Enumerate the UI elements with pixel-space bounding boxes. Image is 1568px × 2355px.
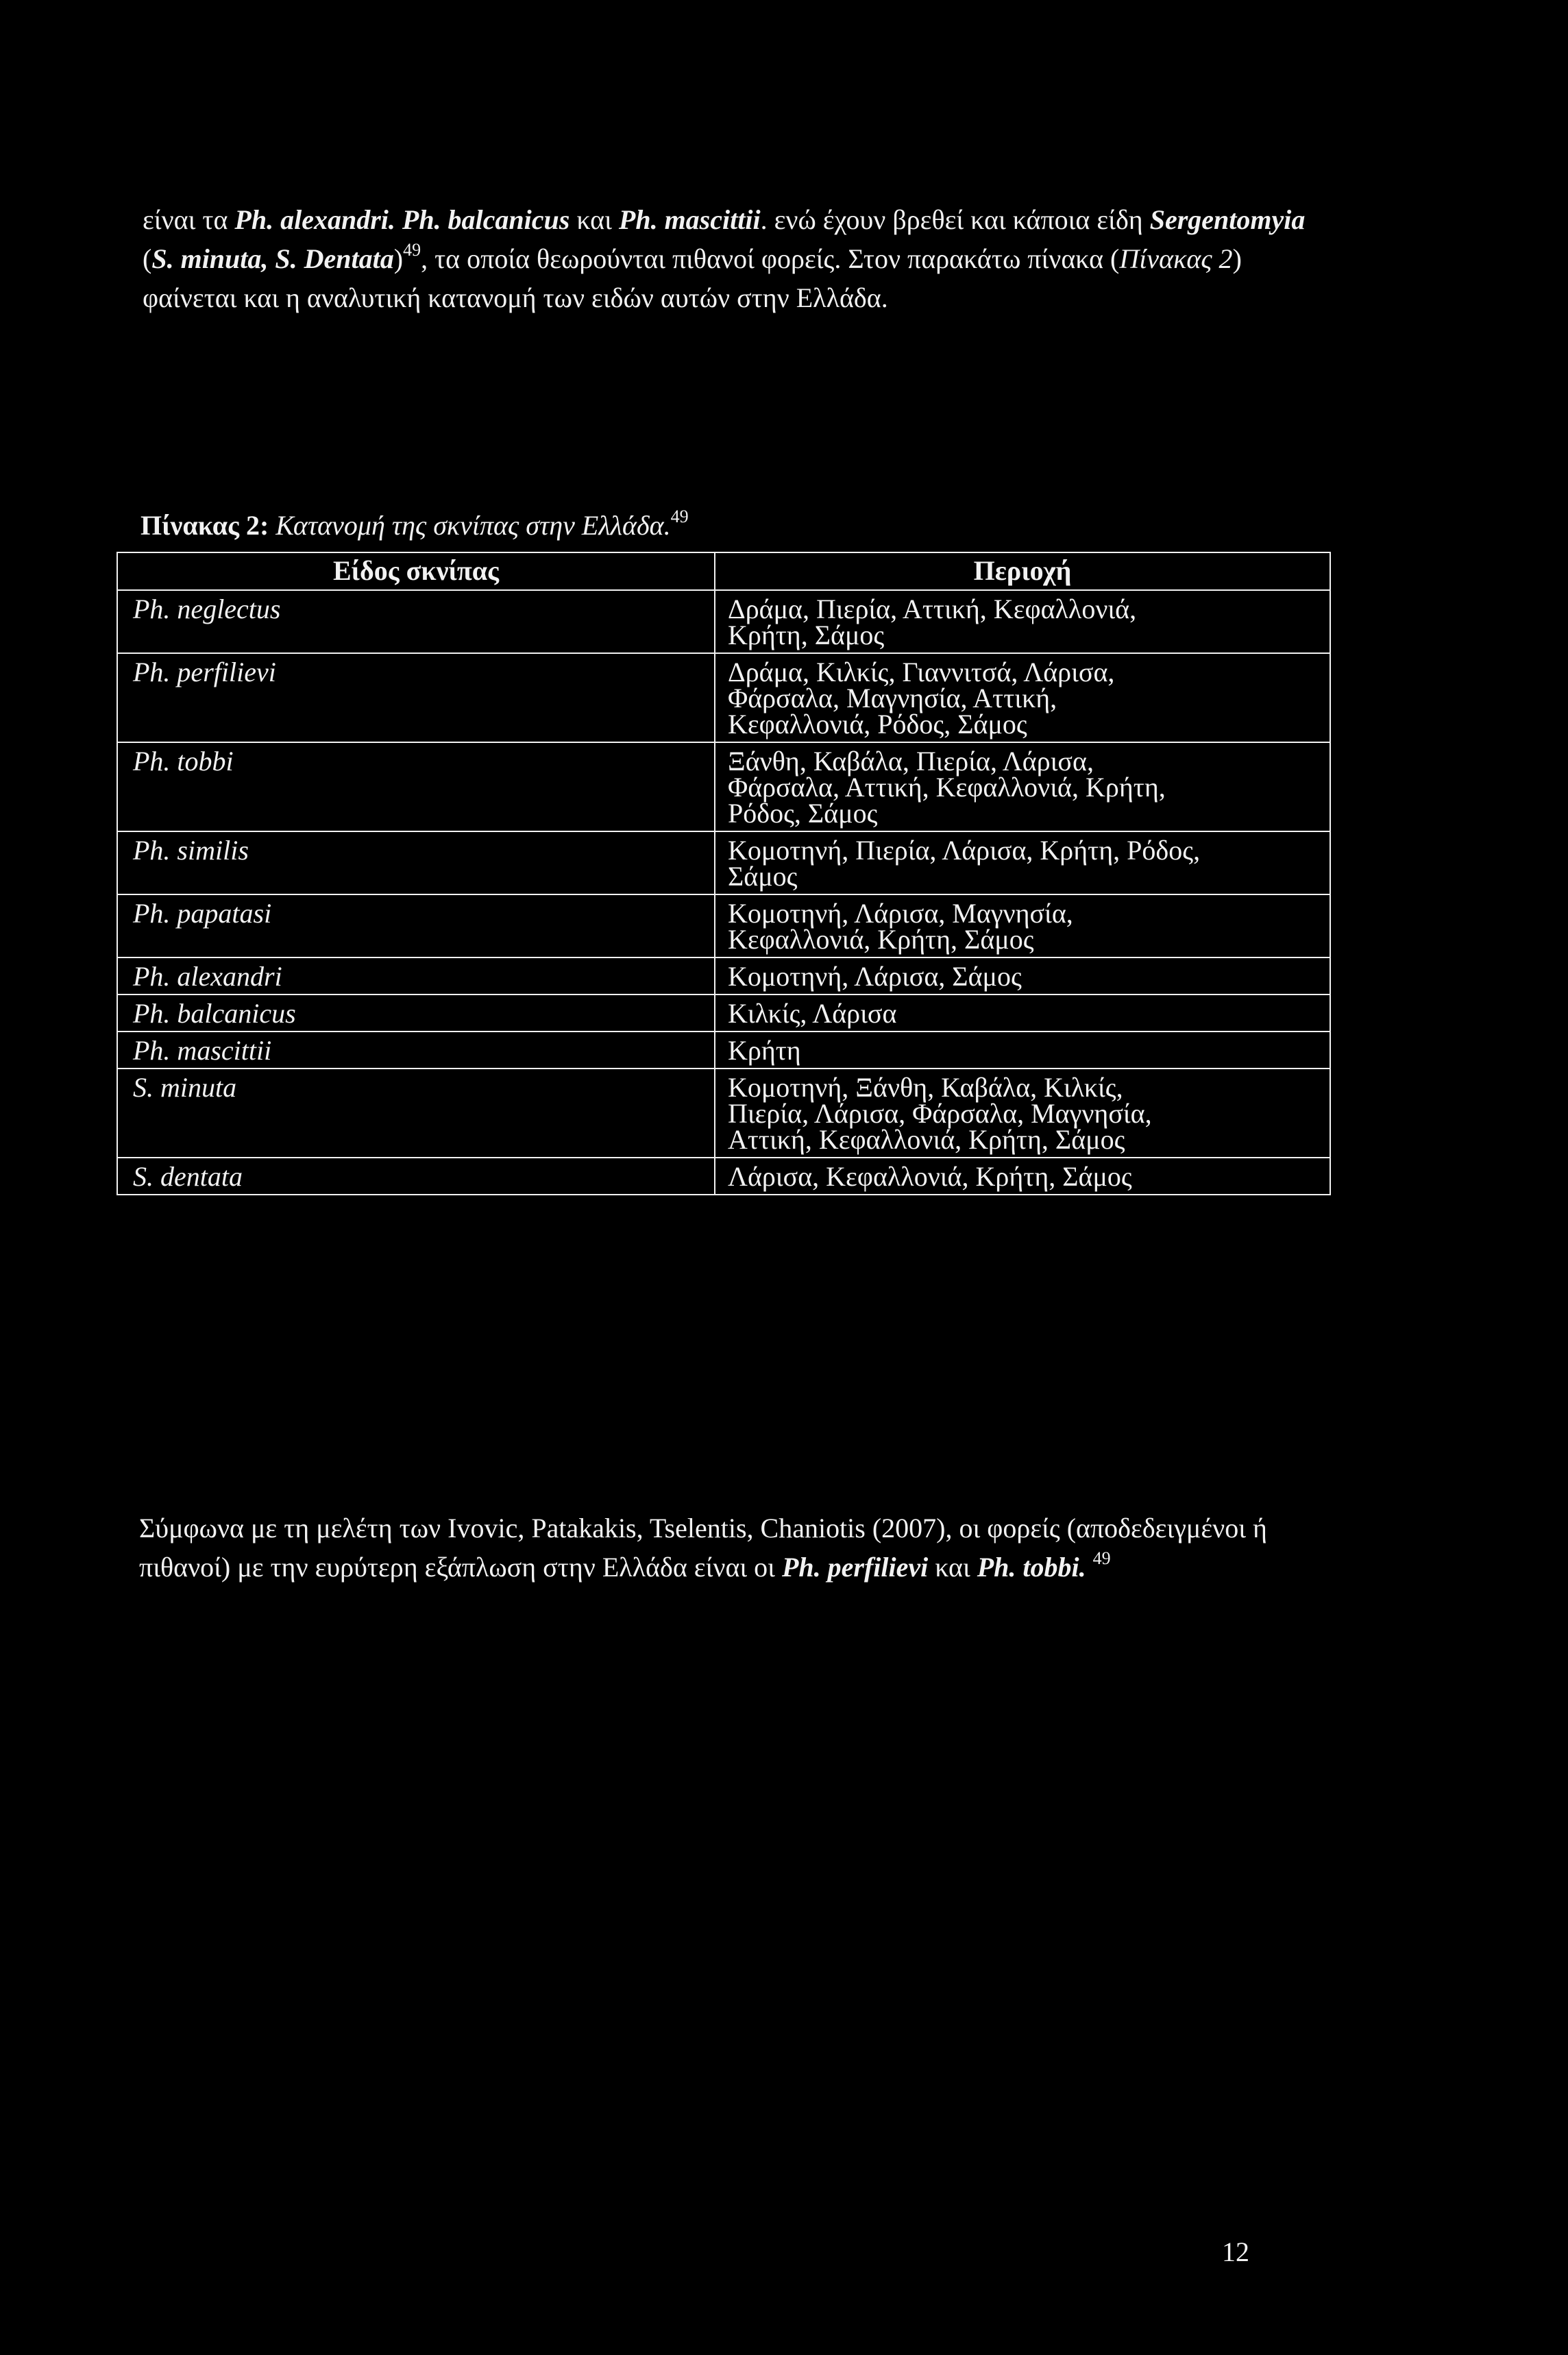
table-row (117, 653, 1330, 742)
species-cell: Ph. papatasi (117, 894, 715, 957)
region-line: Δράμα, Πιερία, Αττική, Κεφαλλονιά, (727, 594, 1137, 624)
region-cell (715, 742, 1330, 831)
region-cell (715, 590, 1330, 653)
intro-text: ) φαίνεται και η αναλυτική κατανομή των ειδών αυτών στην Ελλάδα. (143, 243, 1242, 313)
table-row (117, 1069, 1330, 1158)
region-cell (715, 1032, 1330, 1069)
species-cell: Ph. perfilievi (117, 653, 715, 742)
table-row (117, 831, 1330, 894)
table-row (117, 894, 1330, 957)
closing-paragraph (139, 1509, 1345, 1587)
species-names: S. minuta, S. Dentata (151, 243, 394, 274)
table-row (117, 590, 1330, 653)
header-species: Είδος σκνίπας (117, 552, 715, 590)
region-cell (715, 653, 1330, 742)
region-cell (715, 894, 1330, 957)
species-names: Ph. alexandri. Ph. balcanicus (234, 204, 570, 235)
footnote-ref: 49 (670, 507, 689, 526)
intro-text: . ενώ έχουν βρεθεί και κάποια είδη (760, 204, 1150, 235)
species-name: Ph. tobbi. (977, 1552, 1086, 1583)
region-line: Κεφαλλονιά, Ρόδος, Σάμος (727, 709, 1027, 740)
genus-name: Sergentomyia (1149, 204, 1306, 235)
region-cell (715, 831, 1330, 894)
table-caption (140, 509, 689, 543)
region-cell (715, 995, 1330, 1032)
table-header-row (117, 552, 1330, 590)
species-cell: Ph. mascittii (117, 1032, 715, 1069)
closing-text: Σύμφωνα με τη μελέτη των Ivovic, Patakakis, Tselentis, Chaniotis (2007), οι φορείς (αποδεδειγμένοι ή πιθανοί) με την ευρύτερη εξάπλωση στην Ελλάδα είναι οι (139, 1513, 1267, 1583)
table-row (117, 1158, 1330, 1195)
species-cell: Ph. similis (117, 831, 715, 894)
region-line: Ρόδος, Σάμος (727, 798, 878, 829)
region-line: Κομοτηνή, Λάρισα, Σάμος (727, 961, 1022, 992)
species-cell: Ph. balcanicus (117, 995, 715, 1032)
intro-text: ( (143, 243, 152, 274)
region-cell (715, 1069, 1330, 1158)
region-cell (715, 1158, 1330, 1195)
table-row (117, 1032, 1330, 1069)
region-cell (715, 957, 1330, 995)
header-region: Περιοχή (715, 552, 1330, 590)
table-row (117, 995, 1330, 1032)
species-name: Ph. perfilievi (781, 1552, 929, 1583)
closing-text: και (928, 1552, 977, 1583)
species-name: Ph. mascittii (618, 204, 761, 235)
species-cell: Ph. neglectus (117, 590, 715, 653)
footnote-ref: 49 (403, 240, 421, 260)
species-cell: S. minuta (117, 1069, 715, 1158)
table-body (117, 590, 1330, 1195)
region-line: Κομοτηνή, Λάρισα, Μαγνησία, (727, 898, 1073, 929)
region-line: Κιλκίς, Λάρισα (727, 998, 897, 1029)
caption-text: Κατανομή της σκνίπας στην Ελλάδα. (275, 510, 671, 541)
table-row (117, 957, 1330, 995)
distribution-table (117, 552, 1331, 1195)
region-line: Δράμα, Κιλκίς, Γιαννιτσά, Λάρισα, (727, 657, 1115, 687)
region-line: Λάρισα, Κεφαλλονιά, Κρήτη, Σάμος (727, 1161, 1132, 1192)
region-line: Αττική, Κεφαλλονιά, Κρήτη, Σάμος (727, 1124, 1125, 1155)
region-line: Ξάνθη, Καβάλα, Πιερία, Λάρισα, (727, 746, 1094, 777)
caption-label: Πίνακας 2: (140, 510, 269, 541)
region-line: Κομοτηνή, Ξάνθη, Καβάλα, Κιλκίς, (727, 1072, 1123, 1103)
intro-paragraph (143, 200, 1321, 317)
table-row (117, 742, 1330, 831)
species-cell: Ph. alexandri (117, 957, 715, 995)
intro-text: είναι τα (143, 204, 235, 235)
page-number: 12 (1222, 2236, 1249, 2267)
table-ref: Πίνακας 2 (1119, 243, 1233, 274)
species-cell: S. dentata (117, 1158, 715, 1195)
footnote-ref: 49 (1092, 1548, 1111, 1568)
region-line: Κεφαλλονιά, Κρήτη, Σάμος (727, 924, 1034, 955)
region-line: Κρήτη (727, 1035, 801, 1066)
region-line: Πιερία, Λάρισα, Φάρσαλα, Μαγνησία, (727, 1098, 1152, 1129)
region-line: Φάρσαλα, Αττική, Κεφαλλονιά, Κρήτη, (727, 772, 1166, 803)
intro-text: , τα οποία θεωρούνται πιθανοί φορείς. Στον παρακάτω πίνακα ( (421, 243, 1120, 274)
intro-text: και (569, 204, 619, 235)
region-line: Κομοτηνή, Πιερία, Λάρισα, Κρήτη, Ρόδος, (727, 835, 1201, 866)
region-line: Σάμος (727, 861, 798, 892)
species-cell: Ph. tobbi (117, 742, 715, 831)
region-line: Φάρσαλα, Μαγνησία, Αττική, (727, 683, 1057, 713)
intro-text: ) (393, 243, 404, 274)
region-line: Κρήτη, Σάμος (727, 620, 885, 650)
